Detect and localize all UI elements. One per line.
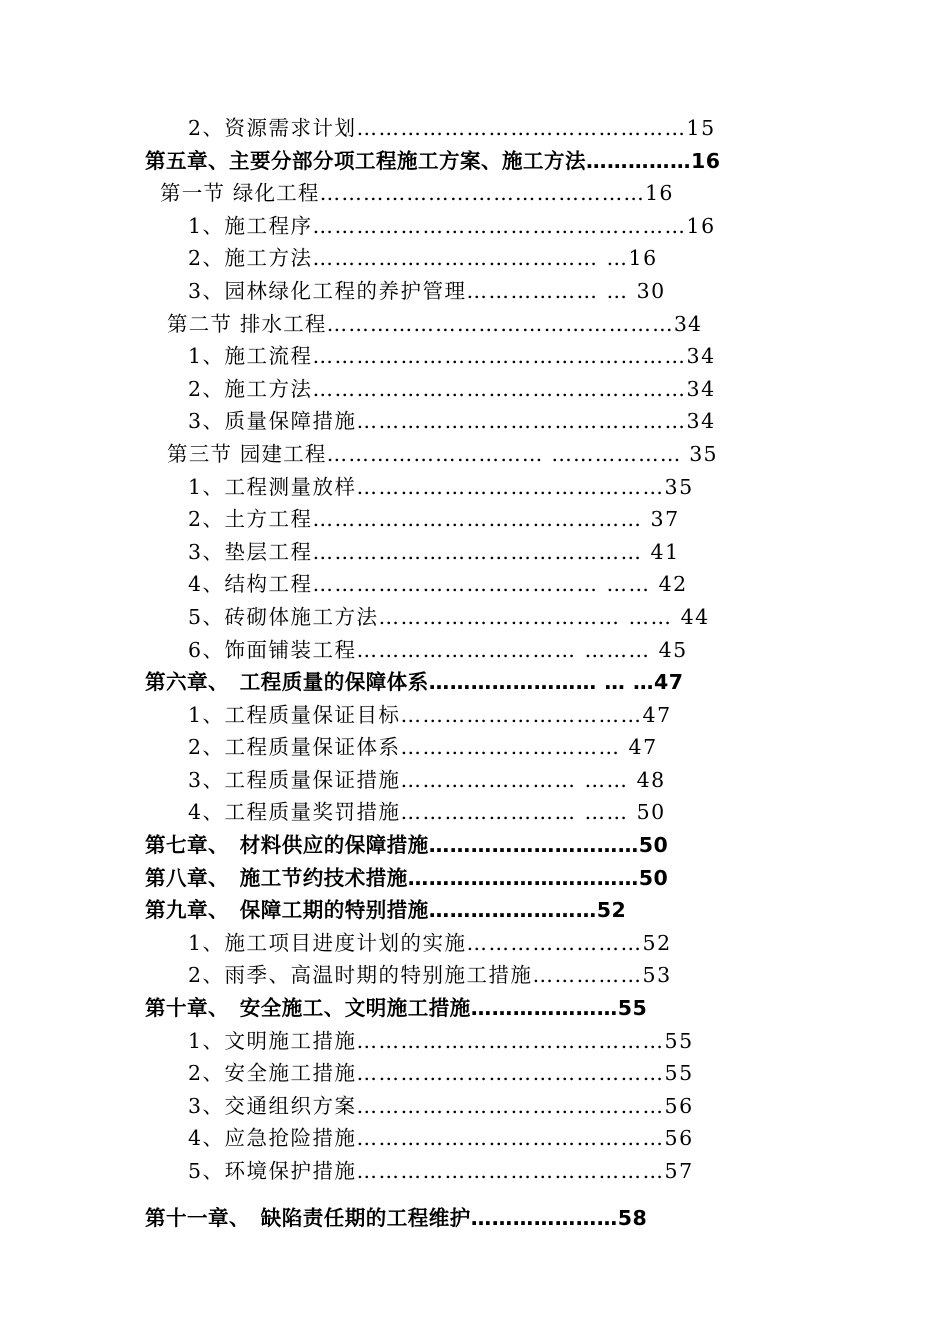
toc-entry-text: 1、工程质量保证目标……………………………47 (188, 702, 672, 727)
toc-entry-text: 2、资源需求计划………………………………………15 (188, 116, 716, 140)
toc-entry-text: 第一节 绿化工程………………………………………16 (160, 181, 674, 206)
toc-entry (0, 666, 950, 699)
toc-entry-text: 第五章、主要分部分项工程施工方案、施工方法……………16 (145, 148, 721, 173)
toc-entry-text: 2、工程质量保证体系………………………… 47 (188, 735, 658, 760)
toc-entry-text: 第十一章、 缺陷责任期的工程维护…………………58 (145, 1205, 648, 1230)
toc-entry (0, 1155, 950, 1188)
toc-entry-text: 6、饰面铺装工程………………………… ……… 45 (188, 637, 688, 662)
toc-entry (0, 796, 950, 829)
toc-entry (0, 862, 950, 895)
toc-entry (0, 1090, 950, 1123)
toc-entry-text: 1、施工程序……………………………………………16 (188, 213, 716, 238)
toc-entry-text: 2、安全施工措施……………………………………55 (188, 1061, 694, 1086)
toc-entry-text: 3、园林绿化工程的养护管理……………… … 30 (188, 278, 666, 303)
toc-entry (0, 829, 950, 862)
toc-entry (0, 471, 950, 504)
toc-entry (0, 1057, 950, 1090)
toc-entry-text: 第七章、 材料供应的保障措施…………………………50 (145, 833, 669, 858)
toc-entry (0, 894, 950, 927)
toc-entry-text: 4、应急抢险措施……………………………………56 (188, 1126, 694, 1151)
toc-entry-text: 第三节 园建工程………………………… ……………… 35 (167, 441, 718, 466)
toc-entry (0, 764, 950, 797)
toc-entry-text: 1、施工项目进度计划的实施……………………52 (188, 930, 672, 955)
toc-entry-text: 第二节 排水工程…………………………………………34 (167, 311, 703, 336)
toc-entry (0, 145, 950, 178)
toc-entry-text: 2、施工方法………………………………… …16 (188, 246, 658, 271)
toc-entry-text: 1、施工流程……………………………………………34 (188, 344, 716, 369)
toc-entry-text: 2、土方工程……………………………………… 37 (188, 507, 680, 532)
toc-entry (0, 959, 950, 992)
toc-entry-text: 第六章、 工程质量的保障体系…………………… … …47 (145, 670, 684, 695)
toc-entry (0, 275, 950, 308)
toc-entry (0, 992, 950, 1025)
toc-entry (0, 242, 950, 275)
toc-entry (0, 438, 950, 471)
toc-entry-text: 2、雨季、高温时期的特别施工措施……………53 (188, 963, 672, 988)
toc-entry-text: 1、文明施工措施……………………………………55 (188, 1028, 694, 1053)
toc-entry (0, 927, 950, 960)
toc-entry-text: 3、质量保障措施………………………………………34 (188, 409, 716, 434)
toc-entry (0, 177, 950, 210)
toc-entry-text: 1、工程测量放样……………………………………35 (188, 474, 694, 499)
toc-entry (0, 634, 950, 667)
toc-entry (0, 340, 950, 373)
toc-entry (0, 568, 950, 601)
toc-entry-text: 第九章、 保障工期的特别措施……………………52 (145, 898, 627, 923)
toc-entry-text: 3、垫层工程……………………………………… 41 (188, 539, 680, 564)
toc-entry-text: 第八章、 施工节约技术措施……………………………50 (145, 865, 669, 890)
toc-entry (0, 1202, 950, 1235)
toc-entry (0, 601, 950, 634)
toc-entry-text: 4、结构工程………………………………… …… 42 (188, 572, 688, 597)
toc-entry (0, 1122, 950, 1155)
toc-entry-text: 第十章、 安全施工、文明施工措施…………………55 (145, 996, 648, 1021)
table-of-contents (0, 112, 950, 1234)
toc-entry-text: 3、工程质量保证措施…………………… …… 48 (188, 767, 666, 792)
toc-entry (0, 731, 950, 764)
toc-entry (0, 210, 950, 243)
toc-entry (0, 373, 950, 406)
toc-entry (0, 503, 950, 536)
toc-entry-text: 5、砖砌体施工方法…………………………… …… 44 (188, 604, 710, 629)
toc-entry (0, 112, 950, 145)
toc-entry (0, 1025, 950, 1058)
toc-entry-text: 3、交通组织方案……………………………………56 (188, 1093, 694, 1118)
toc-entry (0, 405, 950, 438)
toc-entry (0, 536, 950, 569)
toc-entry (0, 699, 950, 732)
toc-entry (0, 308, 950, 341)
toc-entry-text: 5、环境保护措施……………………………………57 (188, 1159, 694, 1183)
toc-entry-text: 2、施工方法……………………………………………34 (188, 376, 716, 401)
toc-entry-text: 4、工程质量奖罚措施…………………… …… 50 (188, 800, 666, 825)
